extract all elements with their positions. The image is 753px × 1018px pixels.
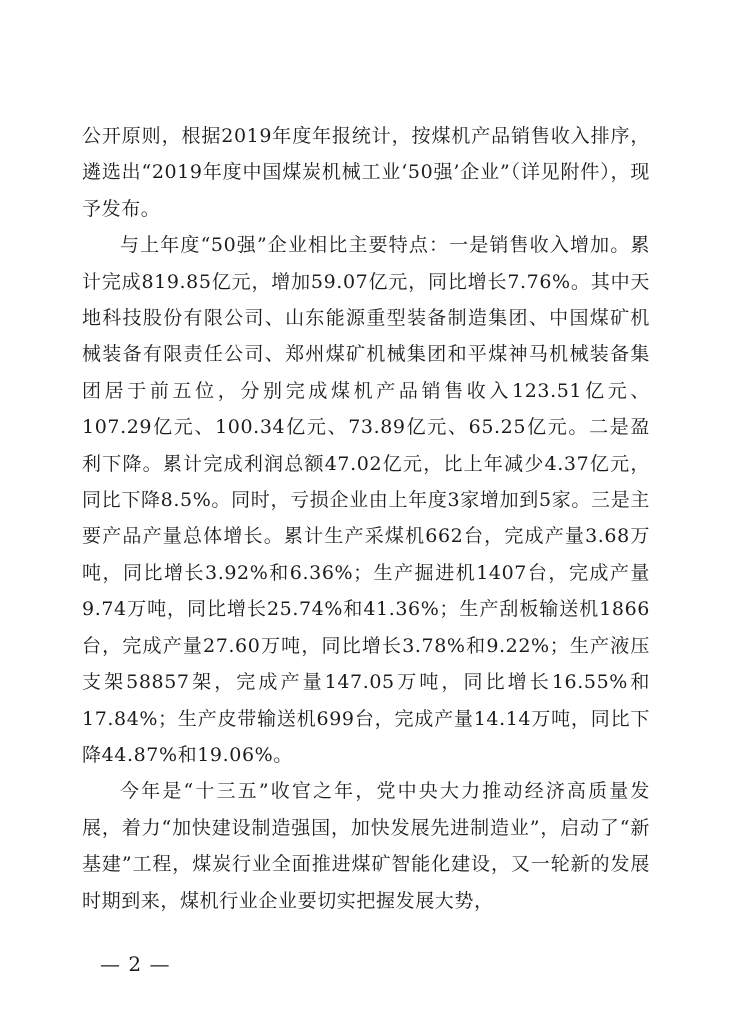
- paragraph-1: 公开原则，根据2019年度年报统计，按煤机产品销售收入排序，遴选出“2019年度中国煤炭机械工业‘50强’企业”（详见附件），现予发布。: [82, 125, 650, 220]
- document-body: [82, 118, 650, 919]
- paragraph-3: 今年是“十三五”收官之年，党中央大力推动经济高质量发展，着力“加快建设制造强国，加快发展先进制造业”，启动了“新基建”工程，煤炭行业全面推进煤矿智能化建设，又一轮新的发展时期到来，煤机行业企业要切实把握发展大势，: [82, 780, 650, 912]
- page-number: — 2 —: [100, 952, 171, 976]
- paragraph-2: 与上年度“50强”企业相比主要特点：一是销售收入增加。累计完成819.85亿元，增加59.07亿元，同比增长7.76%。其中天地科技股份有限公司、山东能源重型装备制造集团、中国煤矿机械装备有限责任公司、郑州煤矿机械集团和平煤神马机械装备集团居于前五位，分别完成煤机产品销售收入123.51亿元、107.29亿元、100.34亿元、73.89亿元、65.25亿元。二是盈利下降。累计完成利润总额47.02亿元，比上年减少4.37亿元，同比下降8.5%。同时，亏损企业由上年度3家增加到5家。三是主要产品产量总体增长。累计生产采煤机662台，完成产量3.68万吨，同比增长3.92%和6.36%；生产掘进机1407台，完成产量9.74万吨，同比增长25.74%和41.36%；生产刮板输送机1866台，完成产量27.60万吨，同比增长3.78%和9.22%；生产液压支架58857架，完成产量147.05万吨，同比增长16.55%和17.84%；生产皮带输送机699台，完成产量14.14万吨，同比下降44.87%和19.06%。: [82, 234, 650, 766]
